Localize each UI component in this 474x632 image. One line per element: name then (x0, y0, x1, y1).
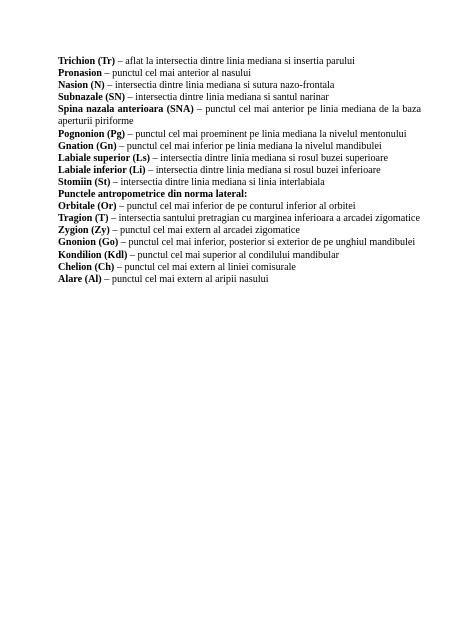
term: Tragion (T) (58, 213, 109, 225)
term: Spina nazala anterioara (SNA) (58, 104, 194, 116)
term: Labiale inferior (Li) (58, 164, 146, 176)
term: Stomiin (St) (58, 176, 111, 188)
definition: – punctul cel mai anterior al nasului (101, 68, 252, 80)
term: Chelion (Ch) (58, 261, 115, 273)
term: Labiale superior (Ls) (58, 152, 151, 164)
entry-labiale-superior (58, 153, 421, 165)
entry-zygion (58, 225, 421, 237)
term: Orbitale (Or) (58, 201, 117, 213)
entry-subnazale (58, 92, 421, 104)
entry-tragion (58, 213, 421, 225)
entry-nasion (58, 80, 421, 92)
definition: – punctul cel mai extern al liniei comisurale (114, 261, 296, 273)
term: Trichion (Tr) (58, 56, 116, 67)
definition: – intersectia dintre linia mediana si sutura nazo-frontala (104, 80, 335, 92)
term: Kondilion (Kdl) (58, 249, 128, 261)
definition: – punctul cel mai inferior pe linia mediana la nivelul mandibulei (116, 140, 382, 152)
definition: – intersectia santului pretragian cu marginea inferioara a arcadei zigomatice (108, 213, 420, 225)
entry-orbitale (58, 201, 421, 213)
term: Pognonion (Pg) (58, 128, 126, 140)
entry-pognonion (58, 129, 421, 141)
definition: – punctul cel mai superior al condilului mandibular (127, 249, 339, 261)
section-heading: Punctele antropometrice din norma lateral: (58, 189, 248, 201)
term: Alare (Al) (58, 273, 102, 285)
term: Gnonion (Go) (58, 237, 119, 249)
entry-gnonion (58, 237, 421, 249)
definition: – punctul cel mai proeminent pe linia mediana la nivelul mentonului (125, 128, 407, 140)
entry-spina-nazala (58, 104, 421, 128)
entry-trichion (58, 56, 421, 68)
definition: – punctul cel mai anterior pe linia mediana de la baza aperturii piriforme (58, 104, 421, 128)
entry-kondilion (58, 250, 421, 262)
definition: – punctul cel mai inferior de pe conturul inferior al orbitei (116, 201, 356, 213)
definition: – intersectia dintre linia mediana si rosul buzei superioare (150, 152, 388, 164)
term: Pronasion (58, 68, 102, 80)
definition: – intersectia dintre linia mediana si santul narinar (125, 92, 329, 104)
term: Subnazale (SN) (58, 92, 126, 104)
definition: – punctul cel mai extern al aripii nasului (101, 273, 269, 285)
definition: – punctul cel mai inferior, posterior si exterior de pe unghiul mandibulei (118, 237, 416, 249)
term: Nasion (N) (58, 80, 105, 92)
definition: – punctul cel mai extern al arcadei zigomatice (109, 225, 300, 237)
document-page (58, 56, 421, 286)
entry-stomiin (58, 177, 421, 189)
entry-labiale-inferior (58, 165, 421, 177)
term: Gnation (Gn) (58, 140, 117, 152)
section-heading-norma-lateral (58, 189, 421, 201)
entry-chelion (58, 262, 421, 274)
term: Zygion (Zy) (58, 225, 110, 237)
entry-gnation (58, 141, 421, 153)
definition: – intersectia dintre linia mediana si linia interlabiala (110, 176, 325, 188)
definition: – intersectia dintre linia mediana si rosul buzei inferioare (145, 164, 381, 176)
entry-pronasion (58, 68, 421, 80)
entry-alare (58, 274, 421, 286)
definition: – aflat la intersectia dintre linia mediana si insertia parului (115, 56, 355, 67)
